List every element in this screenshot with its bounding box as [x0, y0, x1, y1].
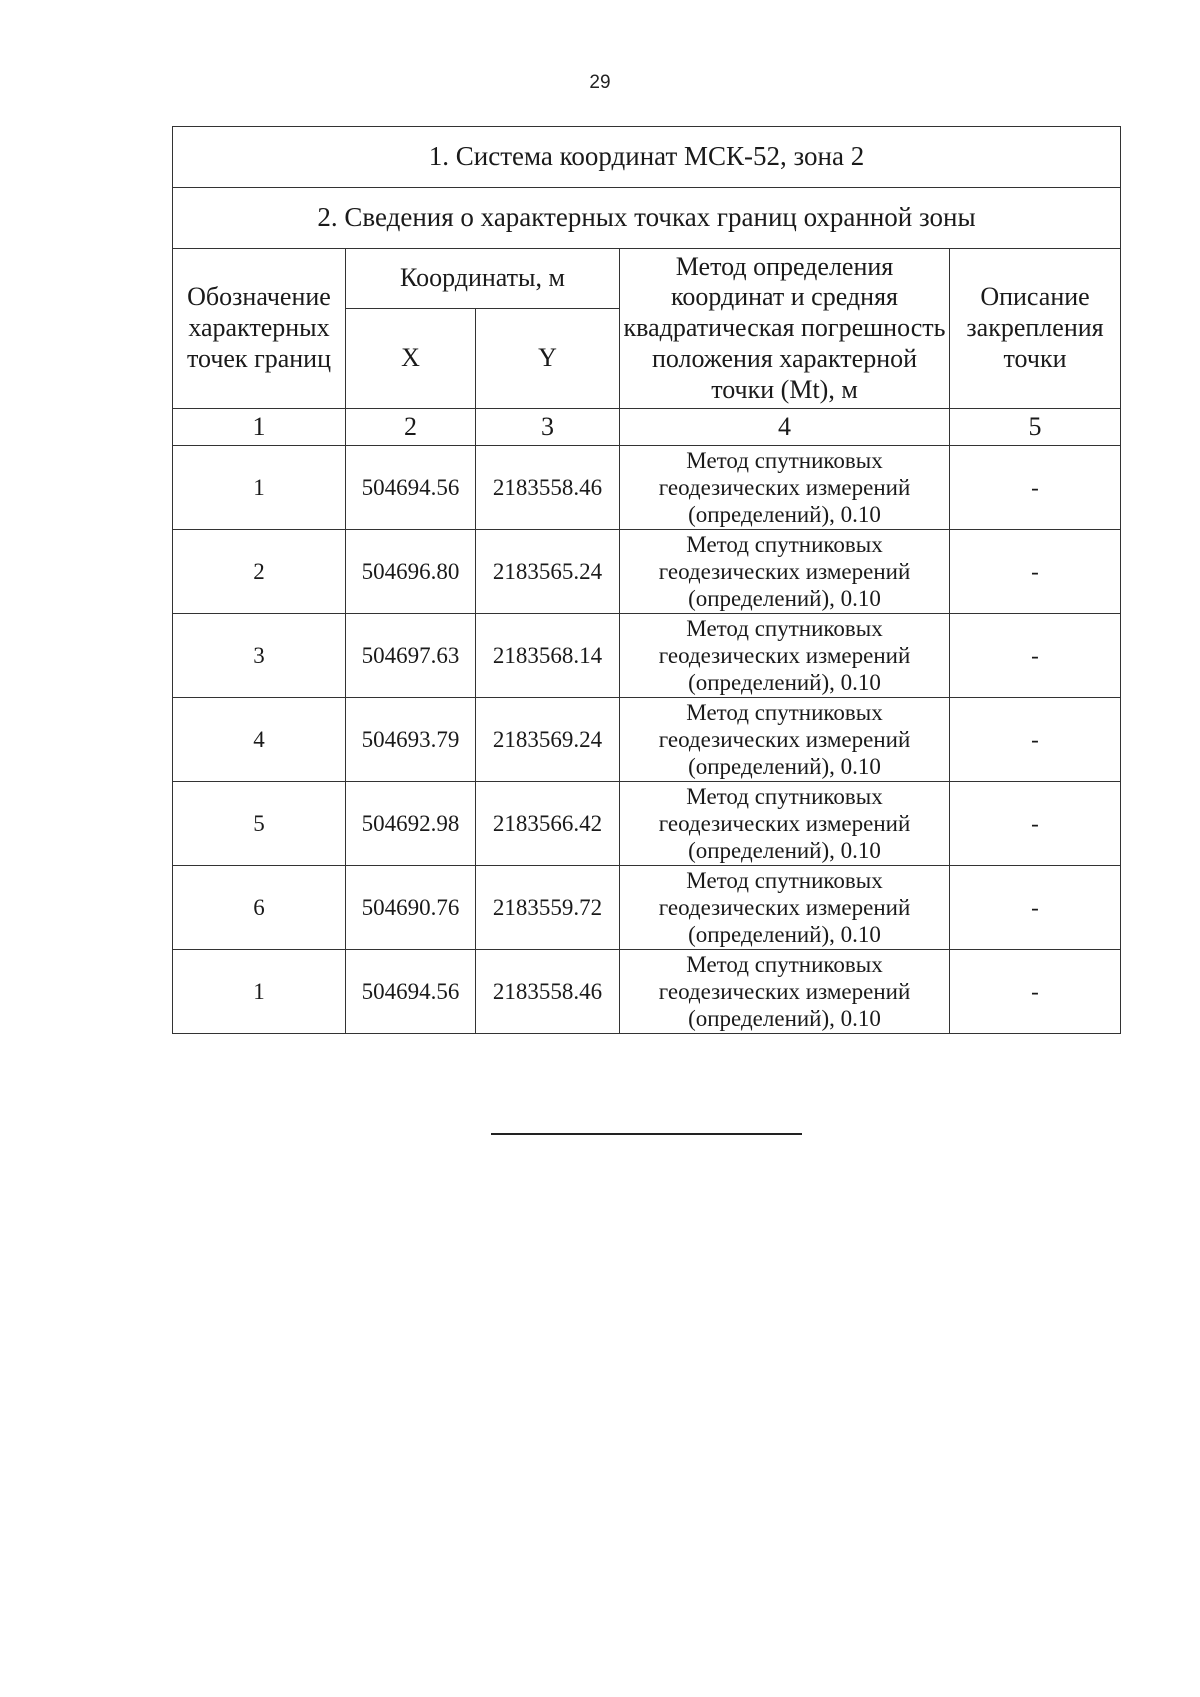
- table-row: [173, 950, 1121, 1034]
- table-row: [173, 698, 1121, 782]
- method-text: Метод спутниковых геодезических измерений (определений), 0.10: [620, 950, 950, 1034]
- page-number: 29: [589, 72, 611, 93]
- point-id: 4: [173, 698, 346, 782]
- fixing-description: -: [950, 614, 1121, 698]
- method-text: Метод спутниковых геодезических измерений (определений), 0.10: [620, 866, 950, 950]
- x-coordinate: 504692.98: [346, 782, 476, 866]
- fixing-description: -: [950, 698, 1121, 782]
- column-number: 1: [173, 409, 346, 446]
- column-number: 4: [620, 409, 950, 446]
- point-id: 1: [173, 446, 346, 530]
- header-method: Метод определения координат и средняя квадратическая погрешность положения характерной точки (Mt), м: [620, 249, 950, 409]
- table-row: [173, 866, 1121, 950]
- coordinate-system-heading: 1. Система координат МСК-52, зона 2: [173, 127, 1121, 188]
- header-y: Y: [476, 309, 620, 409]
- header-description: Описание закрепления точки: [950, 249, 1121, 409]
- points-info-heading: 2. Сведения о характерных точках границ охранной зоны: [173, 188, 1121, 249]
- method-text: Метод спутниковых геодезических измерений (определений), 0.10: [620, 530, 950, 614]
- table-row: [173, 446, 1121, 530]
- method-text: Метод спутниковых геодезических измерений (определений), 0.10: [620, 614, 950, 698]
- point-id: 5: [173, 782, 346, 866]
- header-row-top: [173, 249, 1121, 309]
- x-coordinate: 504690.76: [346, 866, 476, 950]
- point-id: 3: [173, 614, 346, 698]
- header-x: X: [346, 309, 476, 409]
- column-number: 5: [950, 409, 1121, 446]
- method-text: Метод спутниковых геодезических измерений (определений), 0.10: [620, 698, 950, 782]
- header-designation: Обозначение характерных точек границ: [173, 249, 346, 409]
- x-coordinate: 504693.79: [346, 698, 476, 782]
- column-number: 2: [346, 409, 476, 446]
- point-id: 6: [173, 866, 346, 950]
- x-coordinate: 504694.56: [346, 446, 476, 530]
- x-coordinate: 504697.63: [346, 614, 476, 698]
- fixing-description: -: [950, 530, 1121, 614]
- y-coordinate: 2183568.14: [476, 614, 620, 698]
- section-row-points-info: [173, 188, 1121, 249]
- table-row: [173, 782, 1121, 866]
- y-coordinate: 2183566.42: [476, 782, 620, 866]
- point-id: 2: [173, 530, 346, 614]
- header-coordinates: Координаты, м: [346, 249, 620, 309]
- section-row-coordinate-system: [173, 127, 1121, 188]
- fixing-description: -: [950, 446, 1121, 530]
- x-coordinate: 504694.56: [346, 950, 476, 1034]
- y-coordinate: 2183565.24: [476, 530, 620, 614]
- fixing-description: -: [950, 782, 1121, 866]
- table-row: [173, 530, 1121, 614]
- method-text: Метод спутниковых геодезических измерений (определений), 0.10: [620, 446, 950, 530]
- fixing-description: -: [950, 866, 1121, 950]
- y-coordinate: 2183558.46: [476, 446, 620, 530]
- column-number: 3: [476, 409, 620, 446]
- method-text: Метод спутниковых геодезических измерений (определений), 0.10: [620, 782, 950, 866]
- table-row: [173, 614, 1121, 698]
- column-number-row: [173, 409, 1121, 446]
- y-coordinate: 2183559.72: [476, 866, 620, 950]
- coordinates-table: [172, 126, 1121, 1034]
- end-divider-line: [491, 1133, 802, 1135]
- fixing-description: -: [950, 950, 1121, 1034]
- y-coordinate: 2183569.24: [476, 698, 620, 782]
- x-coordinate: 504696.80: [346, 530, 476, 614]
- point-id: 1: [173, 950, 346, 1034]
- y-coordinate: 2183558.46: [476, 950, 620, 1034]
